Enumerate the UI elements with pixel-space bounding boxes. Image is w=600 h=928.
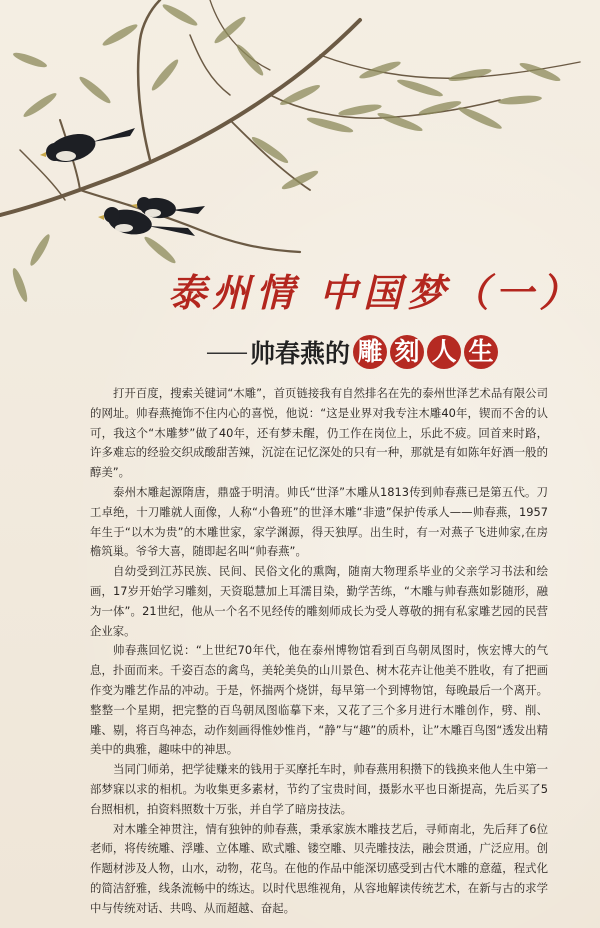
paragraph: 自幼受到江苏民族、民间、民俗文化的熏陶，随南大物理系毕业的父亲学习书法和绘画，17岁开始学习雕刻，天资聪慧加上耳濡目染，勤学苦练，“木雕与帅春燕如影随形，融为一体”。21世纪，他从一个名不见经传的雕刻师成长为受人尊敬的拥有私家雕艺园的民营企业家。 <box>90 564 548 638</box>
subtitle-highlight-char: 人 <box>427 335 461 369</box>
paragraph: 当同门师弟，把学徒赚来的钱用于买摩托车时，帅春燕用积攒下的钱换来他人生中第一部梦寐以求的相机。为收集更多素材，节约了宝贵时间，摄影水平也日渐提高，先后买了5台照相机，拍资料照数十万张，并自学了暗房技法。 <box>90 762 548 816</box>
paragraph: 帅春燕回忆说：“上世纪70年代，他在泰州博物馆看到百鸟朝凤图时，恢宏博大的气息，扑面而来。千姿百态的禽鸟，美轮美奂的山川景色、树木花卉让他美不胜收，有了把画作变为雕艺作品的冲动。于是，怀揣两个烧饼，每早第一个到博物馆，每晚最后一个离开。整整一个星期，把完整的百鸟朝凤图临摹下来，又花了三个多月进行木雕创作，劈、削、雕、剔，将百鸟神态，动作刻画得惟妙惟肖，“静”与“趣”的质朴，让”木雕百鸟图“透发出精美中的典雅，趣味中的神思。 <box>90 643 548 757</box>
paragraph: 打开百度，搜索关键词“木雕”，首页链接我有自然排名在先的泰州世泽艺术品有限公司的网址。帅春燕掩饰不住内心的喜悦，他说：“这是业界对我专注木雕40年，锲而不舍的认可，我这个“木雕梦”做了40年，还有梦未醒，仍工作在岗位上，乐此不疲。回首来时路，许多难忘的经验交织成酸甜苦辣，沉淀在记忆深处的只有一种，那就是有如陈年好酒一般的醇美”。 <box>90 386 548 480</box>
page-title: 泰州情 中国梦（一） <box>168 270 584 315</box>
subtitle <box>206 332 498 372</box>
paragraph: 泰州木雕起源隋唐，鼎盛于明清。帅氏“世泽”木雕从1813传到帅春燕已是第五代。刀工卓绝，十刀雕就人面像，人称“小鲁班”的世泽木雕“非遗”保护传承人——帅春燕，1957年生于“以木为贵”的木雕世家，家学渊源，得天独厚。出生时，有一对燕子飞进帅家,在房檐筑巢。爷爷大喜，随即起名叫“帅春燕”。 <box>90 484 548 559</box>
subtitle-highlight-char: 雕 <box>353 335 387 369</box>
subtitle-dash: —— <box>206 339 246 365</box>
subtitle-lead: 帅春燕的 <box>250 339 351 368</box>
article-body <box>90 384 548 919</box>
subtitle-highlight-char: 刻 <box>390 335 424 369</box>
subtitle-highlight-char: 生 <box>464 335 498 369</box>
paragraph: 对木雕全神贯注，情有独钟的帅春燕，秉承家族木雕技艺后，寻师南北，先后拜了6位老师，将传统雕、浮雕、立体雕、欧式雕、镂空雕、贝壳雕技法，融会贯通，广泛应用。创作题材涉及人物，山水，动物，花鸟。在他的作品中能深切感受到古代木雕的意蕴，程式化的简洁舒雅，线条流畅中的练达。以时代思维视角，从容地解读传统艺术，在新与古的求学中与传统对话、共鸣、从而超越、奋起。 <box>90 821 548 915</box>
